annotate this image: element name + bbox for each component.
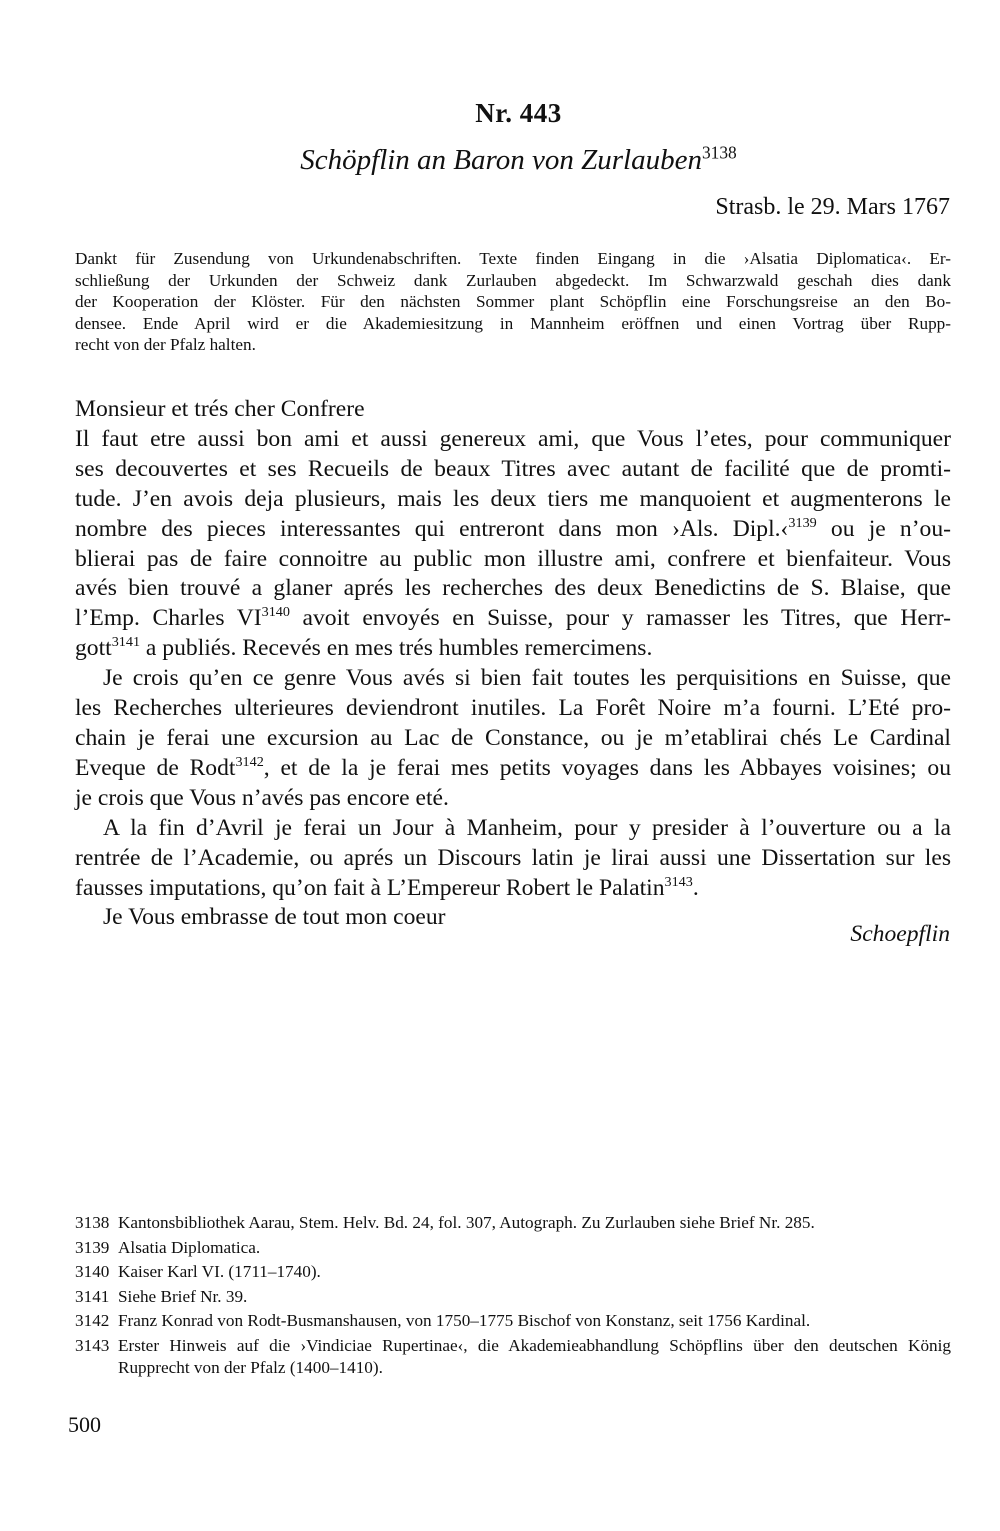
footnote-number: 3141: [75, 1286, 110, 1306]
body-text-segment: ou je n’ou-: [816, 515, 952, 542]
footnote-ref-3139: 3139: [788, 514, 817, 531]
body-line: Il faut etre aussi bon ami et aussi genereux ami, que Vous l’etes, pour communiquer: [75, 425, 951, 452]
body-text-segment: Eveque de Rodt: [75, 754, 236, 781]
body-text-segment: l’Emp. Charles VI: [75, 605, 262, 632]
footnote: [75, 1286, 951, 1308]
body-text-segment: nombre des pieces interessantes qui entreront dans mon ›Als. Dipl.‹: [75, 515, 789, 542]
footnote-text: Alsatia Diplomatica.: [118, 1237, 261, 1257]
place-date: Strasb. le 29. Mars 1767: [715, 194, 950, 220]
letter-title: [0, 144, 1000, 177]
footnote: [75, 1261, 951, 1283]
footnote-number: 3138: [75, 1213, 110, 1232]
body-line: [75, 634, 951, 664]
body-text-segment: gott: [75, 635, 112, 662]
footnotes: [75, 1212, 951, 1381]
footnote: [75, 1310, 951, 1332]
footnote-text: Erster Hinweis auf die ›Vindiciae Rupertinae‹, die Akademieabhandlung Schöpflins über den deutschen König Rupprecht von der Pfalz (1400–1410).: [118, 1335, 951, 1377]
footnote-text: Kaiser Karl VI. (1711–1740).: [118, 1262, 321, 1282]
body-line: les Recherches ulterieures deviendront inutiles. La Forêt Noire m’a fourni. L’Eté pro-: [75, 695, 951, 722]
footnote-number: 3142: [75, 1311, 110, 1331]
letter-body: [75, 395, 951, 933]
closing-line: Je Vous embrasse de tout mon coeur: [103, 904, 446, 931]
summary-line: schließung der Urkunden der Schweiz dank Zurlauben abgedeckt. Im Schwarzwald geschah dies dank: [75, 270, 951, 290]
footnote: [75, 1335, 951, 1378]
letter-number: Nr. 443: [475, 98, 562, 128]
body-line: chain je ferai une excursion au Lac de Constance, ou je m’etablirai chés Le Cardinal: [75, 724, 951, 751]
footnote-ref-3143: 3143: [664, 873, 693, 890]
footnote-text: Franz Konrad von Rodt-Busmanshausen, von 1750–1775 Bischof von Konstanz, seit 1756 Kardinal.: [118, 1311, 811, 1331]
body-text-segment: , et de la je ferai mes petits voyages dans les Abbayes voisines; ou: [263, 754, 951, 781]
page-number: 500: [68, 1412, 101, 1437]
body-line: [75, 515, 951, 545]
body-line: A la fin d’Avril je ferai un Jour à Manheim, pour y presider à l’ouverture ou a la: [103, 814, 951, 841]
body-text-segment: fausses imputations, qu’on fait à L’Empereur Robert le Palatin: [75, 874, 665, 901]
footnote-ref-3140: 3140: [261, 604, 290, 621]
footnote-text: Kantonsbibliothek Aarau, Stem. Helv. Bd. 24, fol. 307, Autograph. Zu Zurlauben siehe Brief Nr. 285.: [118, 1213, 815, 1232]
footnote-text: Siehe Brief Nr. 39.: [118, 1286, 248, 1306]
summary-line: der Kooperation der Klöster. Für den nächsten Sommer plant Schöpflin eine Forschungsreise an den Bo-: [75, 292, 951, 312]
body-line: avés bien trouvé a glaner aprés les recherches des deux Benedictins de S. Blaise, que: [75, 575, 951, 602]
body-line: rentrée de l’Academie, ou aprés un Discours latin je lirai aussi une Dissertation sur les: [75, 844, 951, 871]
signature: Schoepflin: [850, 921, 950, 947]
footnote: [75, 1237, 951, 1259]
footnote-number: 3143: [75, 1335, 110, 1355]
body-text-segment: a publiés. Recevés en mes trés humbles remercimens.: [140, 635, 653, 662]
body-line: je crois que Vous n’avés pas encore eté.: [75, 784, 449, 811]
footnote-ref-3141: 3141: [111, 634, 141, 651]
summary-line: densee. Ende April wird er die Akademiesitzung in Mannheim eröffnen und einen Vortrag über Rupp-: [75, 313, 951, 333]
salutation: Monsieur et trés cher Confrere: [75, 396, 365, 422]
body-line: tude. J’en avois deja plusieurs, mais les deux tiers me manquoient et augmenterons le: [75, 485, 951, 512]
body-text-segment: .: [692, 874, 699, 901]
body-line: ses decouvertes et ses Recueils de beaux Titres avec autant de facilité que de promti-: [75, 455, 951, 482]
footnote-number: 3139: [75, 1237, 110, 1257]
body-line: [75, 604, 951, 634]
body-line: [75, 754, 951, 784]
body-line: Je crois qu’en ce genre Vous avés si bien fait toutes les perquisitions en Suisse, que: [103, 665, 951, 692]
footnote-ref-3142: 3142: [235, 754, 264, 771]
body-text-segment: avoit envoyés en Suisse, pour y ramasser les Titres, que Herr-: [289, 605, 951, 632]
letter-title-text: Schöpflin an Baron von Zurlauben: [300, 144, 702, 176]
summary-abstract: [75, 248, 951, 356]
body-line: [75, 874, 951, 904]
footnote-ref-3138: 3138: [701, 142, 737, 163]
body-line: blierai pas de faire connoitre au public mon illustre ami, confrere et bienfaiteur. Vous: [75, 545, 951, 572]
summary-line: recht von der Pfalz halten.: [75, 335, 256, 355]
footnote-number: 3140: [75, 1262, 110, 1282]
footnote: [75, 1212, 951, 1234]
summary-line: Dankt für Zusendung von Urkundenabschriften. Texte finden Eingang in die ›Alsatia Diplomatica‹. Er-: [75, 249, 951, 268]
